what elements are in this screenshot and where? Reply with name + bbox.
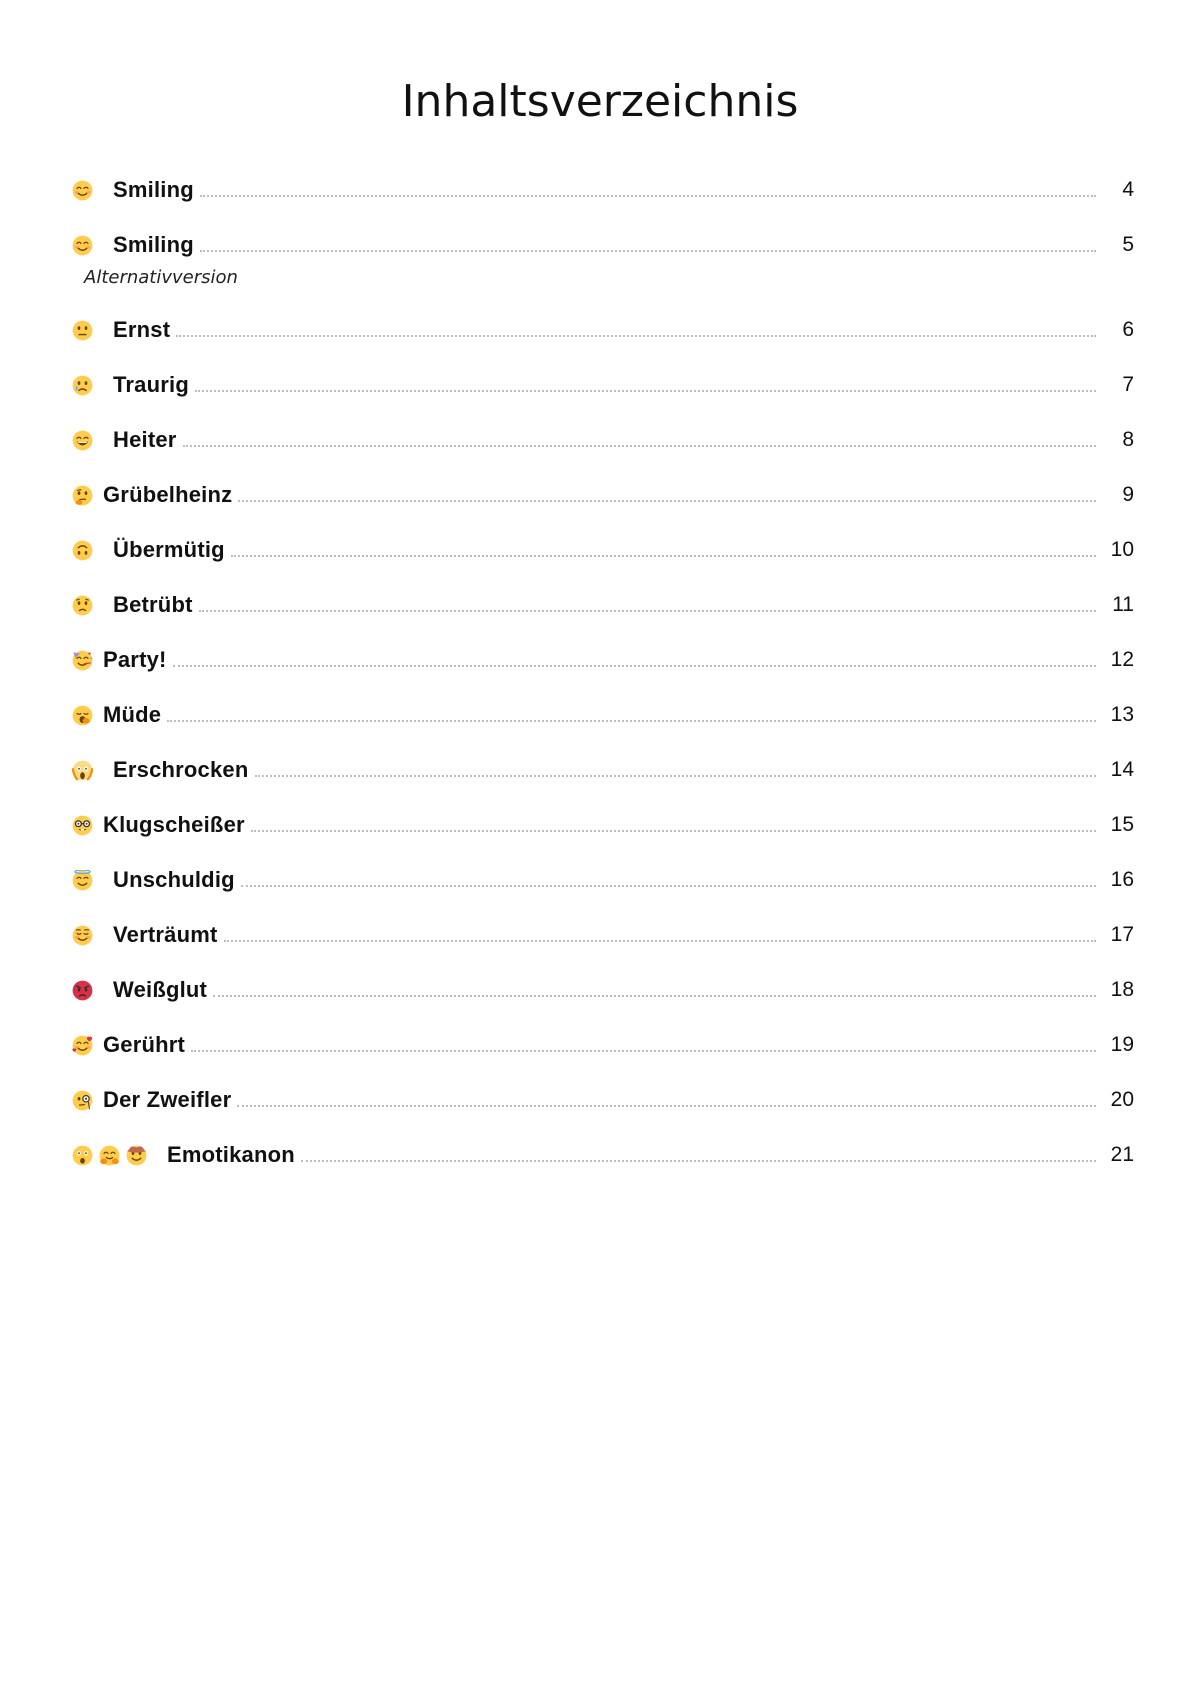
dot-leader: [241, 885, 1096, 887]
toc-entry-row[interactable]: [72, 695, 1134, 735]
toc-entry[interactable]: [72, 225, 1134, 310]
toc-entry-row[interactable]: [72, 225, 1134, 265]
toc-entry-row[interactable]: [72, 170, 1134, 210]
toc-page-number[interactable]: 16: [1110, 868, 1134, 891]
toc-entry-row[interactable]: [72, 585, 1134, 625]
toc-entry-label[interactable]: Weißglut: [113, 977, 208, 1002]
dot-leader: [176, 335, 1096, 337]
toc-entry[interactable]: [72, 640, 1134, 695]
toc-entry[interactable]: [72, 365, 1134, 420]
toc-entry[interactable]: [72, 1135, 1134, 1190]
toc-entry-icons: [72, 180, 93, 201]
toc-entry[interactable]: [72, 1080, 1134, 1135]
monocle-face-icon: [72, 1090, 93, 1111]
toc-page-number[interactable]: 19: [1110, 1033, 1134, 1056]
toc-entry-row[interactable]: [72, 1135, 1134, 1175]
crying-face-icon: [72, 375, 93, 396]
toc-page-number[interactable]: 10: [1110, 538, 1134, 561]
toc-list: [72, 170, 1134, 1190]
smiling-eyes-icon: [72, 235, 93, 256]
dot-leader: [173, 665, 1096, 667]
hugging-face-icon: [99, 1145, 120, 1166]
toc-entry-icons: [72, 1035, 93, 1056]
toc-entry-label[interactable]: Klugscheißer: [103, 812, 245, 837]
toc-entry-label[interactable]: Ernst: [113, 317, 171, 342]
dot-leader: [224, 940, 1096, 942]
dot-leader: [231, 555, 1096, 557]
toc-entry[interactable]: [72, 420, 1134, 475]
cowboy-face-icon: [126, 1145, 147, 1166]
toc-entry-label[interactable]: Übermütig: [113, 537, 225, 562]
toc-entry-icons: [72, 705, 93, 726]
toc-page-number[interactable]: 21: [1110, 1143, 1134, 1166]
toc-entry[interactable]: [72, 310, 1134, 365]
toc-entry-label[interactable]: Müde: [103, 702, 162, 727]
worried-face-icon: [72, 595, 93, 616]
toc-page-number[interactable]: 9: [1122, 483, 1134, 506]
dot-leader: [200, 195, 1096, 197]
toc-entry-icons: [72, 815, 93, 836]
dot-leader: [251, 830, 1096, 832]
toc-entry-label[interactable]: Gerührt: [103, 1032, 186, 1057]
toc-entry[interactable]: [72, 970, 1134, 1025]
nerd-face-icon: [72, 815, 93, 836]
toc-page-number[interactable]: 11: [1112, 593, 1134, 616]
toc-page-number[interactable]: 17: [1110, 923, 1134, 946]
toc-entry-row[interactable]: [72, 640, 1134, 680]
dot-leader: [199, 610, 1096, 612]
toc-page-number[interactable]: 20: [1110, 1088, 1134, 1111]
toc-entry-label[interactable]: Verträumt: [113, 922, 218, 947]
toc-entry-label[interactable]: Unschuldig: [113, 867, 235, 892]
partying-face-icon: [72, 650, 93, 671]
dot-leader: [167, 720, 1096, 722]
toc-entry-label[interactable]: Heiter: [113, 427, 177, 452]
toc-entry-icons: [72, 320, 93, 341]
toc-entry-icons: [72, 235, 93, 256]
astonished-face-icon: [72, 1145, 93, 1166]
toc-page-number[interactable]: 5: [1122, 233, 1134, 256]
toc-page-number[interactable]: 14: [1110, 758, 1134, 781]
toc-entry[interactable]: [72, 695, 1134, 750]
angry-face-icon: [72, 980, 93, 1001]
hearts-face-icon: [72, 1035, 93, 1056]
screaming-face-icon: [72, 760, 93, 781]
page-title: Inhaltsverzeichnis: [401, 76, 799, 127]
toc-entry-label[interactable]: Smiling: [113, 232, 194, 257]
toc-entry-icons: [72, 1090, 93, 1111]
toc-entry-icons: [72, 430, 93, 451]
grinning-face-icon: [72, 430, 93, 451]
smiling-eyes-icon: [72, 180, 93, 201]
toc-entry[interactable]: [72, 530, 1134, 585]
toc-entry[interactable]: [72, 475, 1134, 530]
dot-leader: [213, 995, 1096, 997]
toc-page-number[interactable]: 4: [1122, 178, 1134, 201]
toc-entry-row[interactable]: [72, 805, 1134, 845]
toc-entry-icons: [72, 375, 93, 396]
toc-entry-icons: [72, 760, 93, 781]
toc-entry-icons: [72, 1145, 147, 1166]
halo-face-icon: [72, 870, 93, 891]
toc-entry-label[interactable]: Der Zweifler: [103, 1087, 232, 1112]
toc-entry-row[interactable]: [72, 365, 1134, 405]
toc-entry-row[interactable]: [72, 1025, 1134, 1065]
thinking-face-icon: [72, 485, 93, 506]
neutral-face-icon: [72, 320, 93, 341]
toc-entry-row[interactable]: [72, 1080, 1134, 1120]
dot-leader: [238, 500, 1096, 502]
toc-page-number[interactable]: 15: [1110, 813, 1134, 836]
toc-entry-label[interactable]: Grübelheinz: [103, 482, 233, 507]
upside-down-face-icon: [72, 540, 93, 561]
toc-entry-row[interactable]: [72, 530, 1134, 570]
toc-entry[interactable]: [72, 750, 1134, 805]
toc-page-number[interactable]: 18: [1110, 978, 1134, 1001]
toc-entry[interactable]: [72, 585, 1134, 640]
toc-entry-label[interactable]: Party!: [103, 647, 167, 672]
toc-entry-subtitle: Alternativversion: [84, 267, 238, 288]
toc-entry-icons: [72, 540, 93, 561]
dot-leader: [183, 445, 1096, 447]
toc-entry-row[interactable]: [72, 915, 1134, 955]
toc-entry-row[interactable]: [72, 475, 1134, 515]
toc-entry-icons: [72, 980, 93, 1001]
toc-page-number[interactable]: 6: [1122, 318, 1134, 341]
toc-page-number[interactable]: 7: [1122, 373, 1134, 396]
toc-entry[interactable]: [72, 860, 1134, 915]
toc-entry-label[interactable]: Erschrocken: [113, 757, 249, 782]
dot-leader: [255, 775, 1097, 777]
toc-entry-label[interactable]: Traurig: [113, 372, 189, 397]
toc-entry-row[interactable]: [72, 970, 1134, 1010]
toc-entry-label[interactable]: Betrübt: [113, 592, 193, 617]
toc-entry-row[interactable]: [72, 420, 1134, 460]
toc-entry-label[interactable]: Smiling: [113, 177, 194, 202]
toc-entry-icons: [72, 925, 93, 946]
dot-leader: [191, 1050, 1096, 1052]
toc-entry-label[interactable]: Emotikanon: [167, 1142, 295, 1167]
toc-entry[interactable]: [72, 805, 1134, 860]
toc-entry-icons: [72, 485, 93, 506]
toc-entry-row[interactable]: [72, 310, 1134, 350]
yawning-face-icon: [72, 705, 93, 726]
toc-entry-icons: [72, 870, 93, 891]
toc-page-number[interactable]: 8: [1122, 428, 1134, 451]
toc-page-number[interactable]: 12: [1110, 648, 1134, 671]
toc-entry[interactable]: [72, 170, 1134, 225]
toc-entry-row[interactable]: [72, 750, 1134, 790]
dot-leader: [200, 250, 1096, 252]
toc-entry-row[interactable]: [72, 860, 1134, 900]
dot-leader: [195, 390, 1096, 392]
toc-entry[interactable]: [72, 915, 1134, 970]
dot-leader: [237, 1105, 1096, 1107]
toc-entry-icons: [72, 595, 93, 616]
relieved-face-icon: [72, 925, 93, 946]
toc-page-number[interactable]: 13: [1110, 703, 1134, 726]
dot-leader: [301, 1160, 1096, 1162]
toc-entry-icons: [72, 650, 93, 671]
toc-entry[interactable]: [72, 1025, 1134, 1080]
